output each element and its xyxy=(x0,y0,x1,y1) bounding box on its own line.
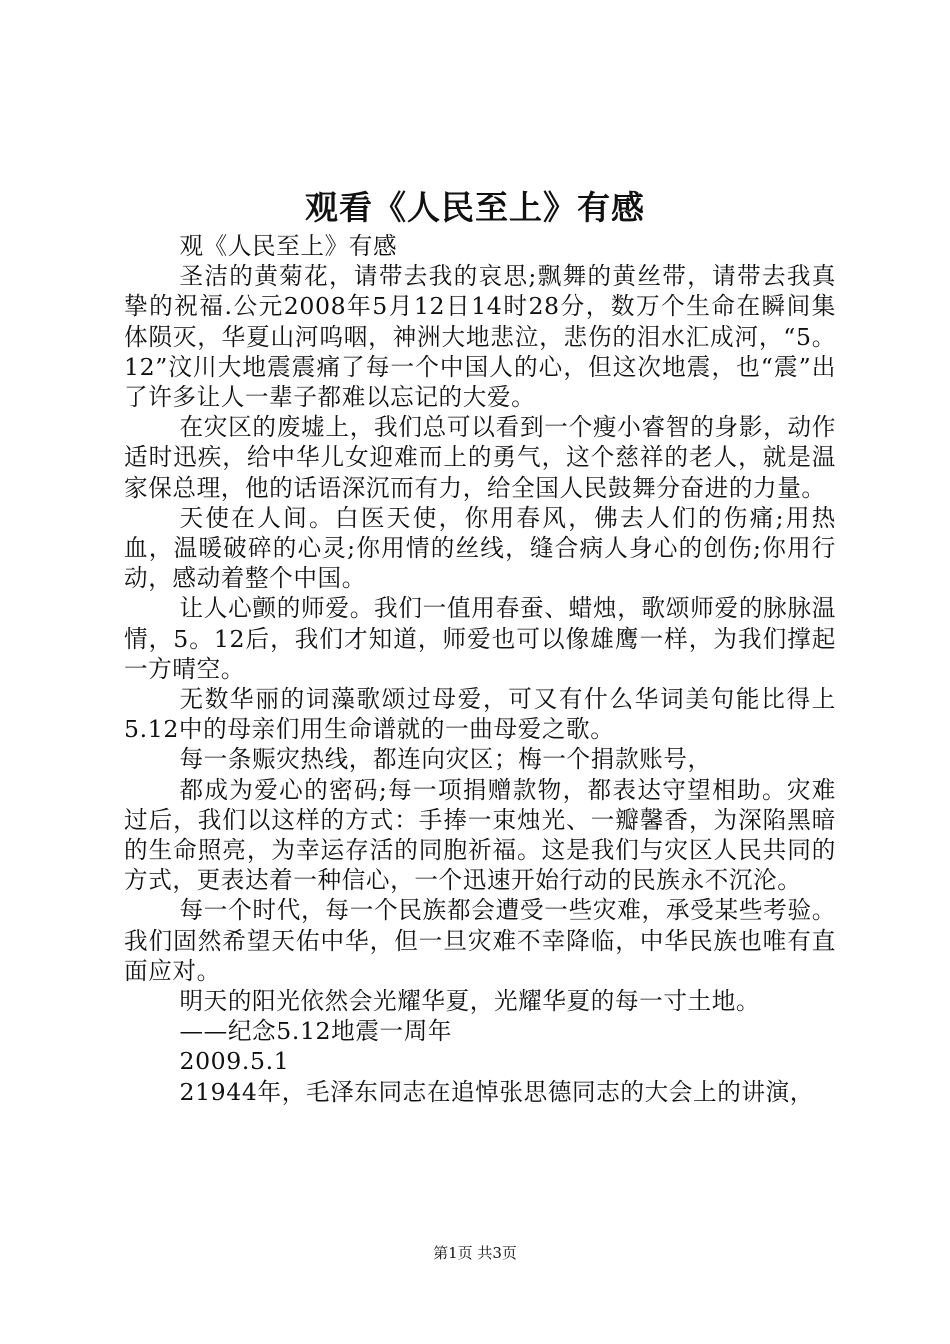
paragraph-intro: 圣洁的黄菊花，请带去我的哀思;飘舞的黄丝带，请带去我真挚的祝福.公元2008年5月12日14时28分，数万个生命在瞬间集体陨灭，华夏山河呜咽，神洲大地悲泣，悲伤的泪水汇成河，“5。12”汶川大地震震痛了每一个中国人的心，但这次地震，也“震”出了许多让人一辈子都难以忘记的大爱。 xyxy=(124,262,836,412)
paragraph-donations: 都成为爱心的密码;每一项捐赠款物，都表达守望相助。灾难过后，我们以这样的方式：手捧一束烛光、一瓣馨香，为深陷黑暗的生命照亮，为幸运存活的同胞祈福。这是我们与灾区人民共同的方式，更表达着一种信心，一个迅速开始行动的民族永不沉沦。 xyxy=(124,775,836,895)
paragraph-trials: 每一个时代，每一个民族都会遭受一些灾难，承受某些考验。我们固然希望天佑中华，但一旦灾难不幸降临，中华民族也唯有直面应对。 xyxy=(124,896,836,985)
paragraph-teachers: 让人心颤的师爱。我们一值用春蚕、蜡烛，歌颂师爱的脉脉温情，5。12后，我们才知道，师爱也可以像雄鹰一样，为我们撑起一方晴空。 xyxy=(124,594,836,683)
paragraph-mothers: 无数华丽的词藻歌颂过母爱，可又有什么华词美句能比得上5.12中的母亲们用生命谱就的一曲母爱之歌。 xyxy=(124,685,836,744)
paragraph-date: 2009.5.1 xyxy=(179,1047,290,1076)
paragraph-hotline: 每一条赈灾热线，都连向灾区；梅一个捐款账号， xyxy=(179,745,712,774)
paragraph-premier: 在灾区的废墟上，我们总可以看到一个瘦小睿智的身影，动作适时迅疾，给中华儿女迎难而上的勇气，这个慈祥的老人，就是温家保总理，他的话语深沉而有力，给全国人民鼓舞分奋进的力量。 xyxy=(124,413,836,502)
paragraph-angels: 天使在人间。白医天使，你用春风，佛去人们的伤痛;用热血，温暖破碎的心灵;你用情的丝线，缝合病人身心的创伤;你用行动，感动着整个中国。 xyxy=(124,503,836,593)
paragraph-sunshine: 明天的阳光依然会光耀华夏，光耀华夏的每一寸土地。 xyxy=(179,987,761,1016)
paragraph-subtitle: 观《人民至上》有感 xyxy=(179,232,398,260)
paragraph-memorial: ——纪念5.12地震一周年 xyxy=(179,1017,453,1046)
page-footer: 第1页 共3页 xyxy=(433,1244,517,1262)
document-body xyxy=(124,231,836,1107)
document-title: 观看《人民至上》有感 xyxy=(305,188,645,227)
paragraph-next-article: 21944年，毛泽东同志在追悼张思德同志的大会上的讲演， xyxy=(179,1077,814,1106)
